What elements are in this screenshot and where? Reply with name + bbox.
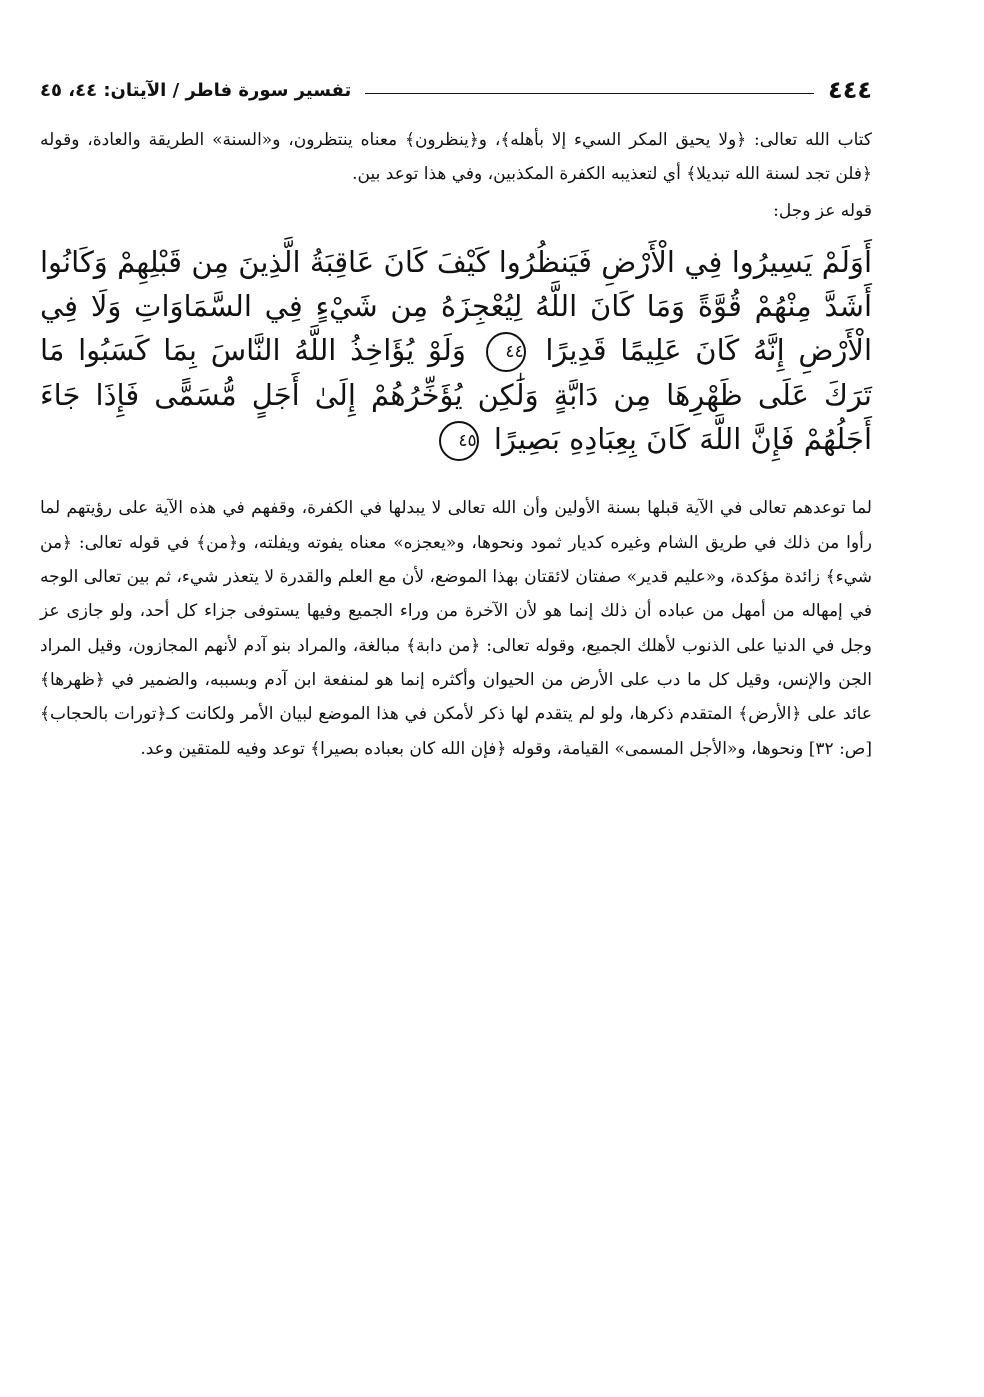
- header-rule: [365, 93, 814, 94]
- verse-intro: قوله عز وجل:: [773, 201, 872, 222]
- quran-verses: [40, 240, 872, 462]
- page-number: ٤٤٤: [828, 76, 872, 104]
- paragraph-top: كتاب الله تعالى: ﴿ولا يحيق المكر السيء إلا بأهله﴾، و﴿ينظرون﴾ معناه ينتظرون، و«السنة» الطريقة والعادة، وقوله ﴿فلن تجد لسنة الله تبديلا﴾ أي لتعذيبه الكفرة المكذبين، وفي هذا توعد بين.: [40, 130, 872, 184]
- ayah-number-44: ٤٤: [486, 332, 526, 372]
- commentary-paragraph: لما توعدهم تعالى في الآية قبلها بسنة الأولين وأن الله تعالى لا يبدلها في الكفرة، وقفهم في هذه الآية على رؤيتهم لما رأوا من ذلك في طريق الشام وغيره كديار ثمود ونحوها، و«يعجزه» معناه يفوته ويفلته، و﴿من﴾ في قوله تعالى: ﴿من شيء﴾ زائدة مؤكدة، و«عليم قدير» صفتان لائقتان بهذا الموضع، لأن مع العلم والقدرة لا يتعذر شيء، ثم بين تعالى الوجه في إمهاله من أمهل من عباده أن ذلك إنما هو لأن الآخرة من وراء الجميع وفيها يستوفى جزاء كل أحد، ولو جازى عز وجل في الدنيا على الذنوب لأهلك الجميع، وقوله تعالى: ﴿من دابة﴾ مبالغة، والمراد بنو آدم لأنهم المجازون، وقيل المراد الجن والإنس، وقيل كل ما دب على الأرض من الحيوان وأكثره إنما هو لمنفعة ابن آدم وبسببه، والضمير في ﴿ظهرها﴾ عائد على ﴿الأرض﴾ المتقدم ذكرها، ولو لم يتقدم لها ذكر لأمكن في هذا الموضع لبيان الأمر ولكانت كـ﴿تورات بالحجاب﴾ [ص: ٣٢] ونحوها، و«الأجل المسمى» القيامة، وقوله ﴿فإن الله كان بعباده بصيرا﴾ توعد وفيه للمتقين وعد.: [40, 498, 872, 759]
- running-title: تفسير سورة فاطر / الآيتان: ٤٤، ٤٥: [40, 79, 352, 101]
- verse-44-text: أَوَلَمْ يَسِيرُوا فِي الْأَرْضِ فَيَنظُرُوا كَيْفَ كَانَ عَاقِبَةُ الَّذِينَ مِن قَبْلِهِمْ وَكَانُوا أَشَدَّ مِنْهُمْ قُوَّةً وَمَا كَانَ اللَّهُ لِيُعْجِزَهُ مِن شَيْءٍ فِي السَّمَاوَاتِ وَلَا فِي الْأَرْضِ إِنَّهُ كَانَ عَلِيمًا قَدِيرًا: [40, 244, 873, 368]
- page: [40, 70, 872, 766]
- page-header: [40, 70, 872, 110]
- ayah-number-45: ٤٥: [439, 421, 479, 461]
- verse-45-text: وَلَوْ يُؤَاخِذُ اللَّهُ النَّاسَ بِمَا كَسَبُوا مَا تَرَكَ عَلَى ظَهْرِهَا مِن دَابَّةٍ وَلَٰكِن يُؤَخِّرُهُمْ إِلَىٰ أَجَلٍ مُّسَمًّى فَإِذَا جَاءَ أَجَلُهُمْ فَإِنَّ اللَّهَ كَانَ بِعِبَادِهِ بَصِيرًا: [40, 333, 872, 457]
